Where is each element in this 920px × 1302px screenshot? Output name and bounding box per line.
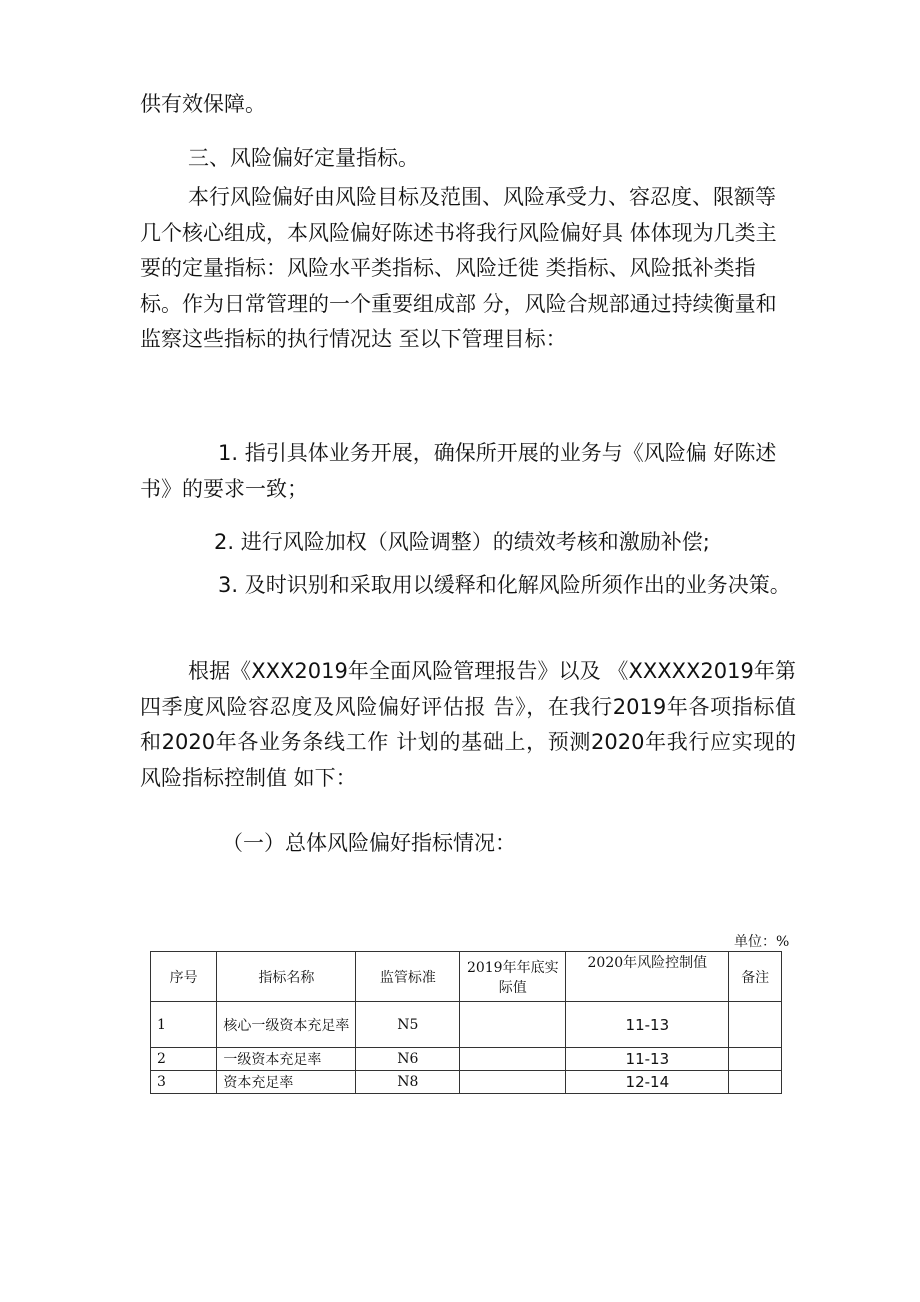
paragraph-basis: 根据《XXX2019年全面风险管理报告》以及 《XXXXX2019年第四季度风险容忍度及风险偏好评估报 告》，在我行2019年各项指标值和2020年各业务条线工作 计划的基础上，预测2020年我行应实现的风险指标控制值 如下： (140, 659, 796, 790)
goal-item-1: 1. 指引具体业务开展，确保所开展的业务与《风险偏 好陈述书》的要求一致； (140, 441, 777, 501)
cell-control: 12-14 (566, 1071, 729, 1094)
cell-name: 核心一级资本充足率 (217, 1002, 356, 1048)
cell-standard: N6 (356, 1048, 460, 1071)
table-unit-label: 单位：% (734, 934, 790, 950)
cell-standard: N5 (356, 1002, 460, 1048)
header-note: 备注 (729, 952, 782, 1002)
cell-name: 资本充足率 (217, 1071, 356, 1094)
cell-actual (460, 1002, 566, 1048)
cell-note (729, 1048, 782, 1071)
paragraph-risk-appetite-intro: 本行风险偏好由风险目标及范围、风险承受力、容忍度、限额等几个核心组成，本风险偏好陈述书将我行风险偏好具 体体现为几类主要的定量指标：风险水平类指标、风险迁徙 类指标、风险抵补类指标。作为日常管理的一个重要组成部 分，风险合规部通过持续衡量和监察这些指标的执行情况达 至以下管理目标： (140, 185, 777, 351)
cell-no: 3 (151, 1071, 217, 1094)
header-no: 序号 (151, 952, 217, 1002)
header-actual: 2019年年底实际值 (460, 952, 566, 1002)
header-control: 2020年风险控制值 (566, 952, 729, 1002)
section-heading: 三、风险偏好定量指标。 (188, 146, 419, 170)
goal-item-3: 3. 及时识别和采取用以缓释和化解风险所须作出的业务决策。 (218, 573, 791, 597)
cell-standard: N8 (356, 1071, 460, 1094)
table-header-row (151, 952, 782, 1002)
cell-no: 1 (151, 1002, 217, 1048)
cell-control: 11-13 (566, 1048, 729, 1071)
header-name: 指标名称 (217, 952, 356, 1002)
header-standard: 监管标准 (356, 952, 460, 1002)
goal-item-2: 2. 进行风险加权（风险调整）的绩效考核和激励补偿; (214, 530, 710, 554)
cell-note (729, 1071, 782, 1094)
cell-no: 2 (151, 1048, 217, 1071)
paragraph-continuation: 供有效保障。 (140, 92, 266, 116)
table-row (151, 1048, 782, 1071)
cell-actual (460, 1048, 566, 1071)
risk-indicator-table (150, 951, 782, 1094)
cell-control: 11-13 (566, 1002, 729, 1048)
table-row (151, 1002, 782, 1048)
cell-actual (460, 1071, 566, 1094)
table-row (151, 1071, 782, 1094)
cell-name: 一级资本充足率 (217, 1048, 356, 1071)
cell-note (729, 1002, 782, 1048)
subheading-overall-indicators: （一）总体风险偏好指标情况： (222, 831, 516, 855)
